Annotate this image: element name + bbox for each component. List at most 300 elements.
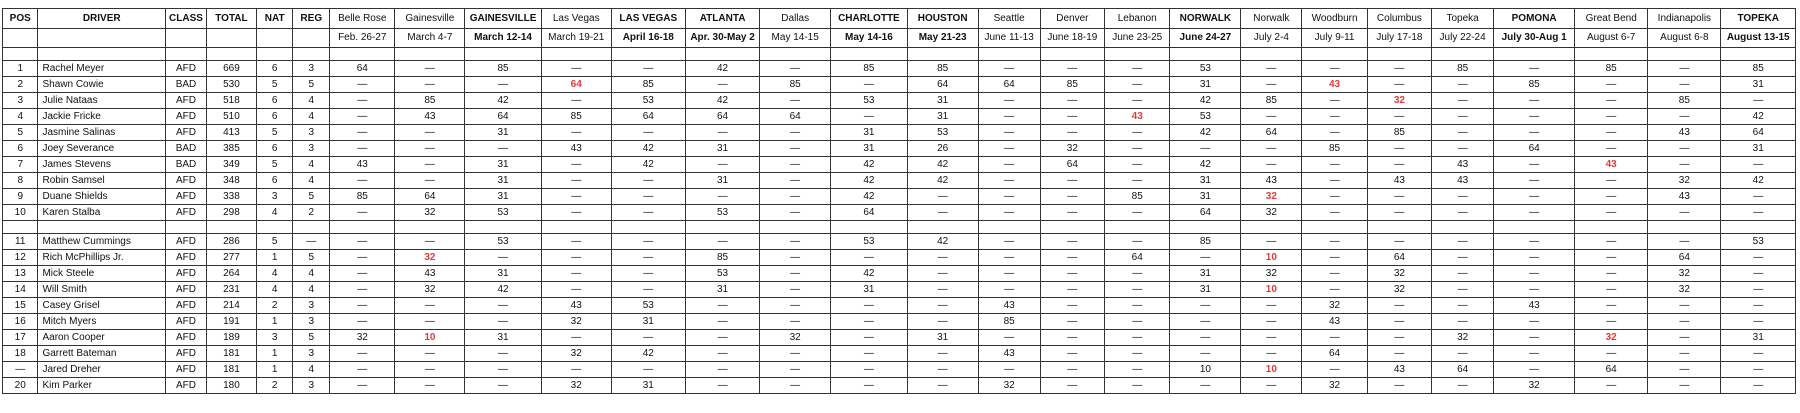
pos-cell: 20	[3, 378, 38, 394]
score-cell: —	[1575, 125, 1648, 141]
score-cell: —	[1721, 378, 1796, 394]
score-cell: —	[1367, 314, 1431, 330]
score-cell: 32	[1432, 330, 1494, 346]
event-dates: June 18-19	[1040, 29, 1104, 48]
score-cell: 42	[831, 173, 908, 189]
score-cell: 31	[831, 141, 908, 157]
nat-cell: 5	[256, 234, 293, 250]
score-cell: —	[611, 125, 685, 141]
spacer-cell	[831, 221, 908, 234]
score-cell: —	[330, 109, 395, 125]
score-cell: 64	[395, 189, 465, 205]
score-cell: 64	[1040, 157, 1104, 173]
score-cell: 85	[395, 93, 465, 109]
nat-cell: 3	[256, 330, 293, 346]
score-cell: 31	[465, 157, 542, 173]
class-cell: AFD	[165, 346, 206, 362]
class-cell: AFD	[165, 125, 206, 141]
score-cell: 43	[978, 346, 1040, 362]
spacer-cell	[1170, 48, 1241, 61]
score-cell: —	[1367, 346, 1431, 362]
event-name: Indianapolis	[1648, 9, 1721, 29]
spacer-cell	[831, 48, 908, 61]
score-cell: 43	[1241, 173, 1302, 189]
score-cell: 64	[831, 205, 908, 221]
score-cell: 64	[978, 77, 1040, 93]
score-cell: 53	[685, 205, 759, 221]
score-cell: —	[1170, 141, 1241, 157]
score-cell: —	[1302, 173, 1367, 189]
score-cell: 53	[685, 266, 759, 282]
score-cell: —	[1105, 205, 1170, 221]
score-cell: —	[1170, 346, 1241, 362]
spacer-cell	[330, 48, 395, 61]
event-dates: Feb. 26-27	[330, 29, 395, 48]
driver-name: Robin Samsel	[38, 173, 166, 189]
score-cell: —	[760, 205, 831, 221]
score-cell: —	[541, 330, 611, 346]
score-cell: —	[1432, 109, 1494, 125]
score-cell: —	[907, 189, 978, 205]
spacer-cell	[1302, 48, 1367, 61]
score-cell: —	[395, 378, 465, 394]
reg-cell: 4	[293, 282, 330, 298]
score-cell: —	[1241, 346, 1302, 362]
spacer-cell	[207, 221, 257, 234]
class-cell: AFD	[165, 282, 206, 298]
score-cell: 32	[541, 378, 611, 394]
pos-cell: 9	[3, 189, 38, 205]
score-cell: —	[831, 314, 908, 330]
pos-cell: 18	[3, 346, 38, 362]
score-cell: —	[1494, 173, 1575, 189]
score-cell: 31	[1721, 77, 1796, 93]
score-cell: —	[611, 234, 685, 250]
spacer-cell	[1105, 48, 1170, 61]
score-cell: —	[978, 205, 1040, 221]
score-cell: —	[1494, 234, 1575, 250]
reg-cell: 4	[293, 266, 330, 282]
score-cell: 85	[330, 189, 395, 205]
score-cell: —	[1040, 378, 1104, 394]
reg-cell: 4	[293, 109, 330, 125]
score-cell: 42	[611, 141, 685, 157]
score-cell: —	[1105, 173, 1170, 189]
score-cell: —	[1432, 125, 1494, 141]
score-cell-dropped: 10	[1241, 282, 1302, 298]
score-cell: —	[611, 205, 685, 221]
spacer-cell	[1494, 221, 1575, 234]
score-cell: —	[1575, 205, 1648, 221]
score-cell: —	[1432, 205, 1494, 221]
spacer-cell	[611, 48, 685, 61]
total-cell: 348	[207, 173, 257, 189]
score-cell: 42	[907, 234, 978, 250]
header-blank	[38, 29, 166, 48]
score-cell: —	[907, 378, 978, 394]
score-cell: 32	[1367, 282, 1431, 298]
score-cell: —	[685, 330, 759, 346]
score-cell: —	[1105, 330, 1170, 346]
class-cell: AFD	[165, 93, 206, 109]
header-blank	[3, 29, 38, 48]
score-cell: —	[330, 250, 395, 266]
score-cell: 43	[1367, 362, 1431, 378]
score-cell: 32	[541, 346, 611, 362]
event-name: Great Bend	[1575, 9, 1648, 29]
class-cell: AFD	[165, 189, 206, 205]
score-cell: —	[685, 157, 759, 173]
score-cell: —	[1105, 93, 1170, 109]
score-cell: —	[1575, 234, 1648, 250]
score-cell: 42	[907, 173, 978, 189]
pos-cell: 8	[3, 173, 38, 189]
score-cell: —	[1170, 314, 1241, 330]
score-cell: —	[395, 125, 465, 141]
score-cell: —	[611, 266, 685, 282]
score-cell: —	[1367, 298, 1431, 314]
driver-row	[3, 378, 1796, 394]
score-cell: —	[1721, 250, 1796, 266]
class-header: CLASS	[165, 9, 206, 29]
score-cell: 31	[907, 109, 978, 125]
score-cell: —	[330, 173, 395, 189]
score-cell: 64	[907, 77, 978, 93]
score-cell: —	[1494, 314, 1575, 330]
score-cell: —	[1432, 346, 1494, 362]
total-cell: 191	[207, 314, 257, 330]
score-cell: 42	[831, 157, 908, 173]
reg-cell: 5	[293, 77, 330, 93]
total-cell: 180	[207, 378, 257, 394]
event-name: NORWALK	[1170, 9, 1241, 29]
score-cell: 64	[330, 61, 395, 77]
score-cell-dropped: 32	[1367, 93, 1431, 109]
score-cell: —	[1648, 141, 1721, 157]
pos-cell: 1	[3, 61, 38, 77]
score-cell: —	[1575, 346, 1648, 362]
driver-row	[3, 173, 1796, 189]
reg-cell: 3	[293, 125, 330, 141]
score-cell: 31	[685, 173, 759, 189]
driver-name: Will Smith	[38, 282, 166, 298]
class-cell: AFD	[165, 250, 206, 266]
score-cell: —	[541, 205, 611, 221]
score-cell: —	[1721, 298, 1796, 314]
score-cell: —	[541, 93, 611, 109]
score-cell: —	[1105, 125, 1170, 141]
spacer-cell	[978, 221, 1040, 234]
score-cell: 32	[1648, 173, 1721, 189]
score-cell: —	[1648, 378, 1721, 394]
score-cell: 85	[1494, 77, 1575, 93]
driver-row	[3, 314, 1796, 330]
score-cell: —	[760, 141, 831, 157]
score-cell: 64	[760, 109, 831, 125]
score-cell: 31	[465, 330, 542, 346]
score-cell: 64	[611, 109, 685, 125]
class-cell: AFD	[165, 205, 206, 221]
event-name: Woodburn	[1302, 9, 1367, 29]
score-cell: 53	[611, 298, 685, 314]
spacer-cell	[1170, 221, 1241, 234]
score-cell: —	[1040, 346, 1104, 362]
score-cell: —	[1302, 282, 1367, 298]
driver-row	[3, 157, 1796, 173]
score-cell: —	[1575, 77, 1648, 93]
score-cell: —	[1302, 93, 1367, 109]
total-cell: 264	[207, 266, 257, 282]
total-cell: 349	[207, 157, 257, 173]
reg-cell: 5	[293, 250, 330, 266]
score-cell: —	[1302, 189, 1367, 205]
score-cell: —	[395, 314, 465, 330]
spacer-cell	[3, 221, 38, 234]
driver-name: James Stevens	[38, 157, 166, 173]
reg-cell: 3	[293, 378, 330, 394]
driver-row	[3, 125, 1796, 141]
score-cell-dropped: 10	[1241, 250, 1302, 266]
score-cell: 42	[685, 93, 759, 109]
nat-cell: 5	[256, 77, 293, 93]
score-cell: 64	[1302, 346, 1367, 362]
nat-cell: 4	[256, 205, 293, 221]
event-name: POMONA	[1494, 9, 1575, 29]
score-cell: 31	[1170, 266, 1241, 282]
score-cell: —	[541, 266, 611, 282]
spacer-cell	[685, 221, 759, 234]
score-cell: 43	[1432, 173, 1494, 189]
pos-cell: 17	[3, 330, 38, 346]
score-cell: —	[1105, 362, 1170, 378]
score-cell: —	[330, 362, 395, 378]
score-cell: —	[465, 298, 542, 314]
score-cell: 32	[395, 282, 465, 298]
driver-row	[3, 346, 1796, 362]
score-cell: 10	[1170, 362, 1241, 378]
driver-row	[3, 141, 1796, 157]
event-dates: March 4-7	[395, 29, 465, 48]
header-blank	[207, 29, 257, 48]
score-cell: —	[978, 362, 1040, 378]
score-cell: —	[330, 93, 395, 109]
reg-cell: —	[293, 234, 330, 250]
reg-cell: 3	[293, 298, 330, 314]
score-cell: —	[1494, 93, 1575, 109]
driver-row	[3, 205, 1796, 221]
class-cell: AFD	[165, 362, 206, 378]
score-cell: —	[1648, 61, 1721, 77]
score-cell: 43	[1432, 157, 1494, 173]
spacer-cell	[1302, 221, 1367, 234]
score-cell: 42	[611, 346, 685, 362]
score-cell: —	[330, 205, 395, 221]
score-cell: 26	[907, 141, 978, 157]
spacer-cell	[1432, 48, 1494, 61]
event-name: Belle Rose	[330, 9, 395, 29]
score-cell: —	[1241, 378, 1302, 394]
score-cell: 32	[1648, 266, 1721, 282]
spacer-cell	[611, 221, 685, 234]
driver-name: Kim Parker	[38, 378, 166, 394]
spacer-cell	[760, 221, 831, 234]
score-cell: 85	[541, 109, 611, 125]
pos-cell: 15	[3, 298, 38, 314]
spacer-cell	[978, 48, 1040, 61]
score-cell: 42	[1170, 157, 1241, 173]
score-cell: 64	[1648, 250, 1721, 266]
spacer-cell	[330, 221, 395, 234]
spacer-row	[3, 48, 1796, 61]
score-cell: —	[1105, 298, 1170, 314]
score-cell: —	[1367, 330, 1431, 346]
score-cell: 31	[465, 125, 542, 141]
score-cell: 32	[330, 330, 395, 346]
score-cell: —	[541, 282, 611, 298]
spacer-cell	[165, 48, 206, 61]
score-cell: —	[1105, 234, 1170, 250]
total-cell: 181	[207, 346, 257, 362]
header-blank	[165, 29, 206, 48]
event-name: Dallas	[760, 9, 831, 29]
score-cell: 32	[1494, 378, 1575, 394]
score-cell: —	[1575, 93, 1648, 109]
score-cell: —	[1575, 378, 1648, 394]
event-dates: March 12-14	[465, 29, 542, 48]
score-cell: —	[1367, 205, 1431, 221]
driver-name: Casey Grisel	[38, 298, 166, 314]
reg-cell: 3	[293, 346, 330, 362]
score-cell: —	[1241, 330, 1302, 346]
pos-cell: 3	[3, 93, 38, 109]
score-cell: 53	[465, 234, 542, 250]
class-cell: AFD	[165, 378, 206, 394]
pos-cell: 4	[3, 109, 38, 125]
score-cell: —	[831, 346, 908, 362]
driver-name: Aaron Cooper	[38, 330, 166, 346]
total-cell: 298	[207, 205, 257, 221]
score-cell: 64	[685, 109, 759, 125]
score-cell: —	[1170, 250, 1241, 266]
score-cell: —	[1367, 77, 1431, 93]
score-cell: —	[1040, 93, 1104, 109]
reg-cell: 4	[293, 173, 330, 189]
score-cell: 53	[831, 93, 908, 109]
score-cell: 31	[1721, 330, 1796, 346]
score-cell: —	[1432, 189, 1494, 205]
spacer-cell	[685, 48, 759, 61]
score-cell: —	[685, 234, 759, 250]
score-cell-dropped: 43	[1105, 109, 1170, 125]
score-cell: —	[1432, 141, 1494, 157]
spacer-cell	[1241, 221, 1302, 234]
driver-name: Rich McPhillips Jr.	[38, 250, 166, 266]
dates-row	[3, 29, 1796, 48]
driver-row	[3, 362, 1796, 378]
score-cell: 32	[1241, 205, 1302, 221]
spacer-cell	[1648, 221, 1721, 234]
score-cell: —	[1575, 109, 1648, 125]
nat-cell: 4	[256, 266, 293, 282]
score-cell: —	[611, 362, 685, 378]
header-row	[3, 9, 1796, 29]
spacer-cell	[38, 221, 166, 234]
score-cell: —	[1040, 314, 1104, 330]
score-cell: —	[611, 61, 685, 77]
score-cell: —	[1302, 109, 1367, 125]
score-cell: —	[395, 173, 465, 189]
score-cell: —	[465, 141, 542, 157]
score-cell: —	[760, 282, 831, 298]
score-cell: —	[1170, 298, 1241, 314]
nat-cell: 6	[256, 109, 293, 125]
event-dates: May 14-15	[760, 29, 831, 48]
spacer-cell	[541, 48, 611, 61]
score-cell: 31	[1170, 189, 1241, 205]
score-cell: —	[760, 314, 831, 330]
score-cell: —	[1302, 234, 1367, 250]
driver-name: Jackie Fricke	[38, 109, 166, 125]
score-cell: 43	[1302, 314, 1367, 330]
score-cell: —	[1040, 205, 1104, 221]
spacer-cell	[1721, 221, 1796, 234]
driver-name: Rachel Meyer	[38, 61, 166, 77]
score-cell: 42	[1170, 93, 1241, 109]
nat-cell: 1	[256, 362, 293, 378]
score-cell: 64	[465, 109, 542, 125]
score-cell: —	[330, 266, 395, 282]
score-cell: —	[1721, 266, 1796, 282]
spacer-cell	[207, 48, 257, 61]
score-cell: 85	[1721, 61, 1796, 77]
score-cell: 85	[465, 61, 542, 77]
score-cell: 85	[760, 77, 831, 93]
total-cell: 338	[207, 189, 257, 205]
reg-cell: 5	[293, 189, 330, 205]
spacer-cell	[465, 48, 542, 61]
score-cell: —	[907, 314, 978, 330]
class-cell: AFD	[165, 109, 206, 125]
score-cell: 31	[1721, 141, 1796, 157]
score-cell: 53	[1170, 109, 1241, 125]
score-cell: —	[541, 234, 611, 250]
score-cell-dropped: 10	[1241, 362, 1302, 378]
score-cell: —	[1721, 93, 1796, 109]
score-cell: —	[907, 266, 978, 282]
score-cell: 42	[1170, 125, 1241, 141]
score-cell: —	[831, 362, 908, 378]
score-cell: —	[831, 330, 908, 346]
event-name: ATLANTA	[685, 9, 759, 29]
score-cell: —	[1432, 314, 1494, 330]
score-cell: 64	[1170, 205, 1241, 221]
score-cell: —	[395, 234, 465, 250]
score-cell: —	[1302, 250, 1367, 266]
score-cell: —	[330, 314, 395, 330]
score-cell: —	[395, 298, 465, 314]
score-cell: —	[1432, 298, 1494, 314]
class-cell: BAD	[165, 141, 206, 157]
total-cell: 510	[207, 109, 257, 125]
score-cell: —	[1105, 61, 1170, 77]
event-dates: July 22-24	[1432, 29, 1494, 48]
score-cell: —	[611, 282, 685, 298]
score-cell: —	[978, 157, 1040, 173]
score-cell: —	[831, 109, 908, 125]
score-cell: 43	[1648, 125, 1721, 141]
score-cell: 85	[1170, 234, 1241, 250]
score-cell-dropped: 32	[395, 250, 465, 266]
